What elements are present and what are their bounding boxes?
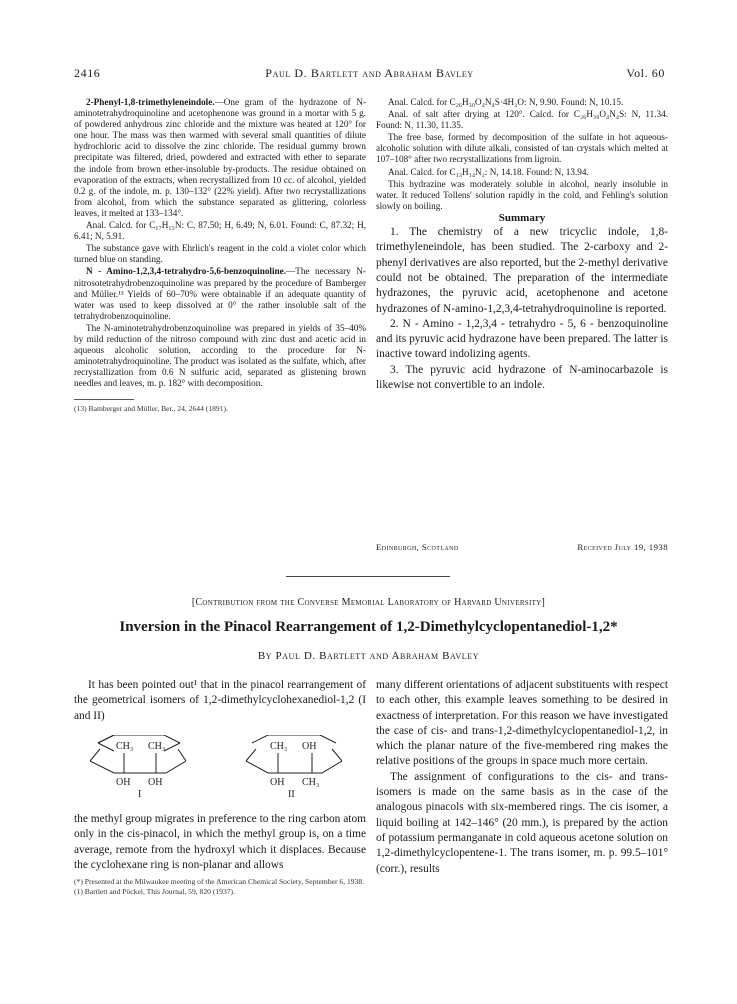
running-title: Paul D. Bartlett and Abraham Bavley <box>265 66 474 80</box>
analysis-line: Anal. Calcd. for C₂₆H₃₀O₄N₄S·4H₂O: N, 9.90. Found: N, 10.15. <box>388 97 624 107</box>
summary-item: 1. The chemistry of a new tricyclic indole, 1,8-trimethyleneindole, has been studied. The 2-carboxy and 2-phenyl derivatives are also reported, but the 2-methyl derivative could not be obtained. The preparation of the intermediate hydrazones, the pyruvic acid, acetophenone and acetone hydrazones of N-amino-1,2,3,4-tetrahydroquinoline is reported. <box>376 226 668 315</box>
paragraph-heading: 2-Phenyl-1,8-trimethyleneindole. <box>86 97 215 107</box>
running-header <box>74 66 665 82</box>
article-left-column-bottom <box>74 812 366 896</box>
paragraph-orientations: many different orientations of adjacent substituents with respect to each other, this example leaves something to be desired in exactness of interpretation. For this reason we have investigated the case of cis- and trans-1,2-dimethylcyclopentanediol-1,2, in which the planar nature of the five-membered ring makes the relative positions of the groups in space much more certain. <box>376 679 668 768</box>
paragraph-benzoquinoline: N - Amino-1,2,3,4-tetrahydro-5,6-benzoquinoline.—The necessary N-nitrosotetrahydrobenzoquinoline was prepared by the procedure of Bamberger and Müller.¹³ Yields of 60–70% were obtainable if an adequate quantity of water was used to keep dissolved at 0° the rather insoluble salt of the tetrahydrobenzoquinoline. <box>74 266 366 321</box>
summary-item: 3. The pyruvic acid hydrazone of N-aminocarbazole is likewise not convertible to an indole. <box>376 363 668 391</box>
paragraph-hydrazine: This hydrazine was moderately soluble in alcohol, nearly insoluble in water. It reduced Tollens' solution rapidly in the cold, and Fehling's solution slowly on boiling. <box>376 178 668 211</box>
previous-article-left-column <box>74 97 366 415</box>
paragraph-assignment: The assignment of configurations to the cis- and trans-isomers is made on the same basis as in the case of the analogous pinacols with six-membered rings. The cis isomer, a liquid boiling at 142–146° (20 mm.), is prepared by the action of potassium permanganate in cold aqueous acetone solution on 1,2-dimethylcyclopentene-1. The trans isomer, m. p. 99.5–101° (corr.), results <box>376 770 668 875</box>
formula-i-top-right: CH₃ <box>148 741 166 752</box>
formula-ii-top-right: OH <box>302 741 317 752</box>
footnote-star: (*) Presented at the Milwaukee meeting of the American Chemical Society, September 6, 1938. <box>74 877 365 887</box>
summary-body <box>376 225 668 393</box>
structural-formulas <box>86 735 356 800</box>
formula-diagram <box>86 735 356 800</box>
paragraph-preparation: The N-aminotetrahydrobenzoquinoline was prepared in yields of 35–40% by mild reduction of the nitroso compound with zinc dust and acetic acid in aqueous alcoholic solution, according to the procedure for N-aminotetrahydroquinoline. The product was isolated as the sulfate, which, after recrystallization from 0.6 N sulfuric acid, separated as glistening brown needles and leaves, m. p. 182° with decomposition. <box>74 322 366 389</box>
summary-heading: Summary <box>498 211 546 224</box>
summary-item: 2. N - Amino - 1,2,3,4 - tetrahydro - 5, 6 - benzoquinoline and its pyruvic acid hydrazone have been prepared. The latter is inactive toward indolizing agents. <box>376 317 668 361</box>
article-left-column-top <box>74 678 366 724</box>
formula-ii-label: II <box>288 789 295 800</box>
paragraph-ehrlich: The substance gave with Ehrlich's reagent in the cold a violet color which turned blue on standing. <box>74 243 366 265</box>
footnote-1: (1) Bartlett and Pöckel, This Journal, 59, 820 (1937). <box>74 886 235 896</box>
article-authors: By Paul D. Bartlett and Abraham Bavley <box>257 650 480 662</box>
location: Edinburgh, Scotland <box>376 542 459 552</box>
formula-i-label: I <box>138 789 142 800</box>
paragraph-methyl-migration: the methyl group migrates in preference to the ring carbon atom only in the cis-pinacol, in which the methyl group is, on a time average, remote from the hydroxyl which it displaces. Because the cyclohexane ring is non-planar and allows <box>74 813 366 871</box>
contribution-line: [Contribution from the Converse Memorial Laboratory of Harvard University] <box>191 597 546 608</box>
article-right-column <box>376 678 668 877</box>
analysis-line: Anal. Calcd. for C₁₃H₁₄N₂: N, 14.18. Found: N, 13.94. <box>388 166 589 177</box>
received-date: Received July 19, 1938 <box>577 542 668 552</box>
paragraph-phenyl-indole: 2-Phenyl-1,8-trimethyleneindole.—One gram of the hydrazone of N-aminotetrahydroquinoline and acetophenone was ground in a mortar with 5 g. of powdered anhydrous zinc chloride and the mixture was heated at 120° for one hour. The mass was then warmed with several small quantities of dilute hydrochloric acid to dissolve the zinc chloride. The residual gummy brown precipitate was filtered, dried, powdered and extracted with ether to separate the indole from brown ether-insoluble by-products. The residue obtained on evaporation of the extracts, when recrystallized from 10 cc. of alcohol, yielded 0.2 g. of the indole, m. p. 130–132° (22% yield). After two recrystallizations from alcohol, from which the substance separated as glittering, colorless leaves, it melted at 133–134°. <box>74 97 366 218</box>
footnote-13: (13) Bamberger and Müller, Ber., 24, 2644 (1891). <box>74 404 228 414</box>
footnote-rule <box>74 399 134 400</box>
article-title: Inversion in the Pinacol Rearrangement of 1,2-Dimethylcyclopentanediol-1,2* <box>119 619 618 635</box>
formula-ii-bottom-right: CH₃ <box>302 777 320 788</box>
analysis-line: Anal. Calcd. for C₁₇H₁₅N: C, 87.50; H, 6.49; N, 6.01. Found: C, 87.32; H, 6.41; N, 5.91. <box>74 220 366 242</box>
formula-ii-bottom-left: OH <box>270 777 285 788</box>
paragraph-free-base: The free base, formed by decomposition of the sulfate in hot aqueous-alcoholic solution with dilute alkali, consisted of tan crystals which melted at 107–108° after two recrystallizations from ligroin. <box>376 132 668 165</box>
paragraph-heading: N - Amino-1,2,3,4-tetrahydro-5,6-benzoquinoline. <box>86 266 287 277</box>
intro-paragraph: It has been pointed out¹ that in the pinacol rearrangement of the geometrical isomers of 1,2-dimethylcyclohexanediol-1,2 (I and II) <box>74 679 366 722</box>
formula-i-bottom-right: OH <box>148 777 163 788</box>
previous-article-right-column <box>376 97 668 393</box>
volume-number: Vol. 60 <box>626 66 665 80</box>
formula-i-bottom-left: OH <box>116 777 131 788</box>
page-number: 2416 <box>74 66 101 80</box>
formula-i-top-left: CH₃ <box>116 741 134 752</box>
analysis-line: Anal. of salt after drying at 120°. Calcd. for C₂₆H₃₀O₄N₄S: N, 11.34. Found: N, 11.30, 11.35. <box>376 109 668 131</box>
formula-ii-top-left: CH₃ <box>270 741 288 752</box>
article-divider <box>286 576 450 577</box>
